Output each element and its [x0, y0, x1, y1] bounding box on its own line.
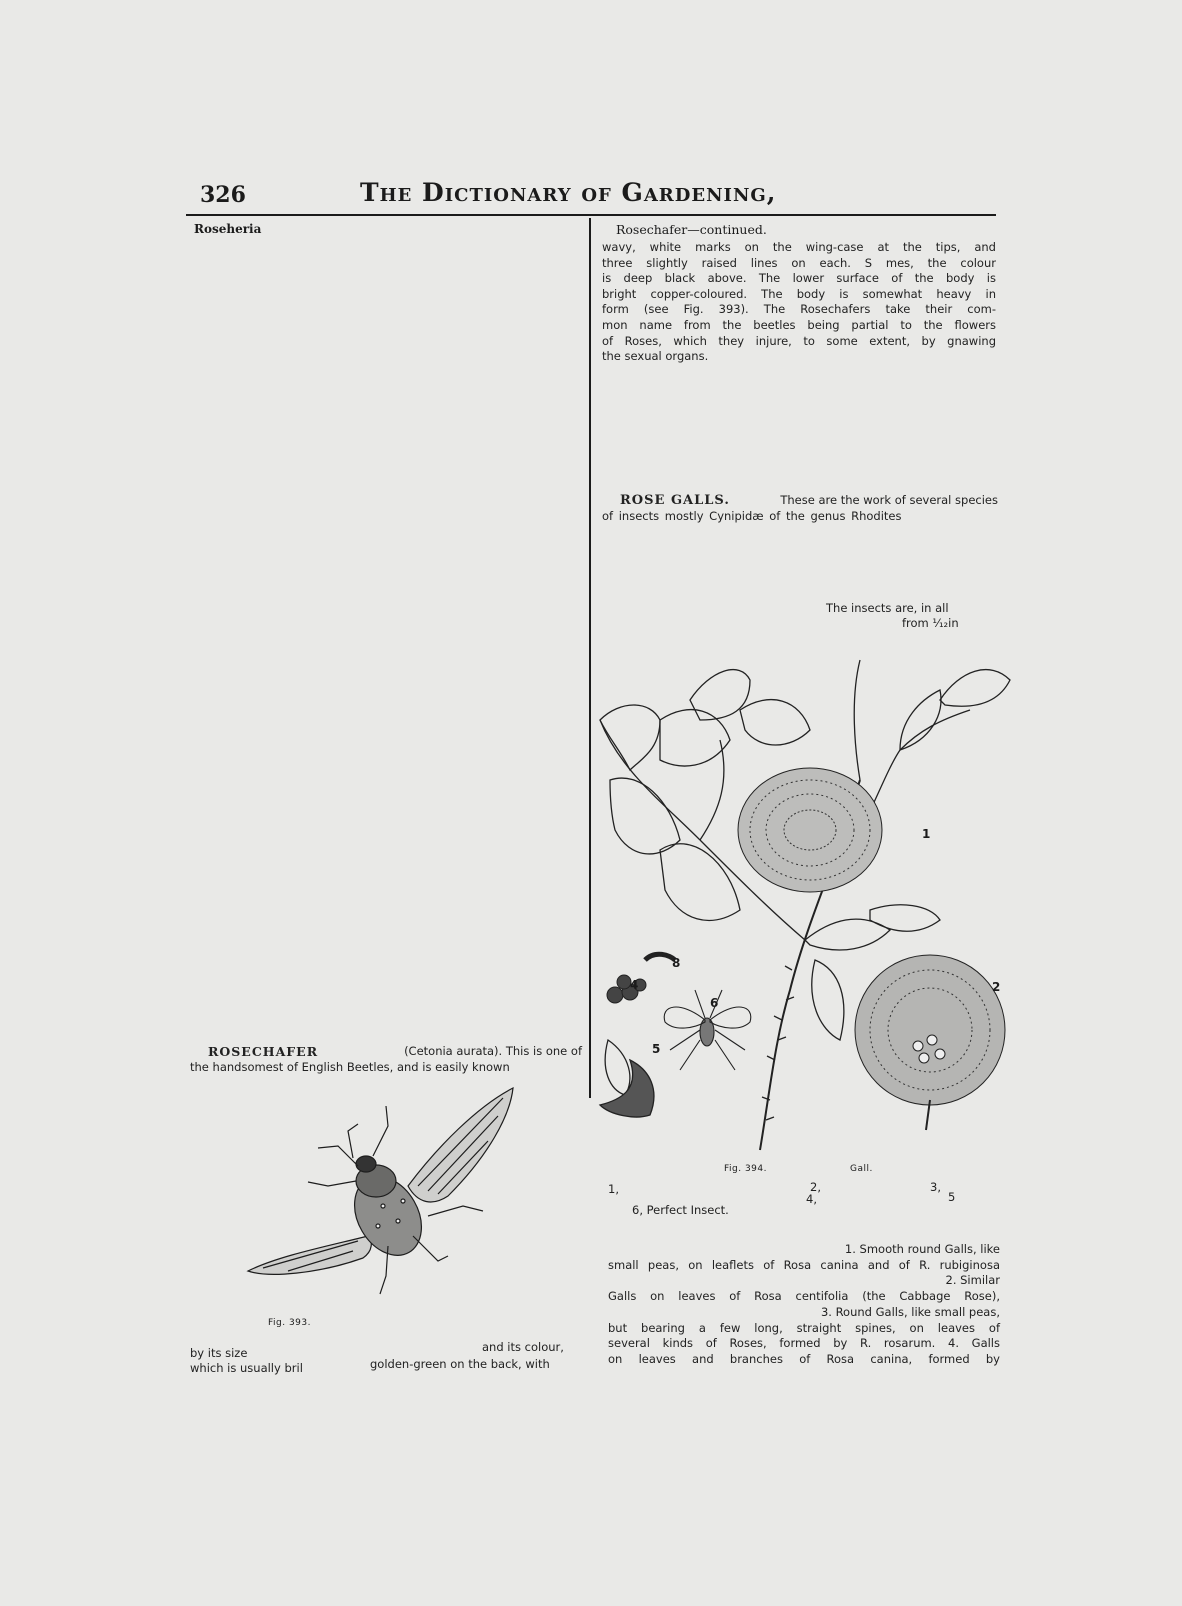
gall-4 — [607, 975, 646, 1003]
text-line: several kinds of Roses, formed by R. rosarum. 4. Galls — [608, 1336, 1000, 1351]
fig394-legend-5: 5 — [948, 1190, 956, 1204]
fig394-legend-6: 6, Perfect Insect. — [632, 1203, 729, 1217]
header-rule — [186, 214, 996, 216]
fig394-caption: Fig. 394. — [724, 1164, 767, 1174]
rosechafer-entry — [208, 1044, 582, 1060]
fig394-legend-2: 2, — [810, 1180, 821, 1194]
text-line: is deep black above. The lower surface of the body is — [602, 271, 996, 286]
fig394-legend-3: 3, — [930, 1180, 941, 1194]
gall-descriptions — [608, 1242, 1000, 1368]
fig393-caption: Fig. 393. — [268, 1318, 311, 1328]
rosechafer-bottom-l2: which is usually bril — [190, 1361, 303, 1375]
text-line: but bearing a few long, straight spines, on leaves of — [608, 1320, 1000, 1335]
text-line: bright copper-coloured. The body is somewhat heavy in — [602, 286, 996, 301]
running-head-right: Rosechafer—continued. — [616, 222, 767, 237]
rose-galls-heading: ROSE GALLS. — [620, 493, 730, 508]
text-line: 3. Round Galls, like small peas, — [820, 1304, 1000, 1319]
text-line: of Roses, which they injure, to some extent, by gnawing — [602, 333, 996, 348]
rose-gall-illustration — [600, 660, 1030, 1170]
rose-galls-note-2: from ¹⁄₁₂in — [902, 616, 959, 630]
rose-galls-entry — [620, 493, 998, 509]
fig394-label-4: 4 — [630, 978, 639, 992]
gall-1 — [738, 768, 882, 892]
larva-8 — [645, 954, 675, 960]
fig394-label-2: 2 — [992, 980, 1001, 994]
text-line: three slightly raised lines on each. S mes, the colour — [602, 255, 996, 270]
text-line: the sexual organs. — [602, 349, 709, 364]
rosechafer-line2: the handsomest of English Beetles, and is easily known — [190, 1060, 510, 1074]
rosechafer-continued-text — [602, 240, 996, 365]
text-line: mon name from the beetles being partial to the flowers — [602, 317, 996, 332]
rose-galls-line2: of insects mostly Cynipidæ of the genus Rhodites — [602, 509, 902, 523]
text-line: wavy, white marks on the wing-case at the tips, and — [602, 240, 996, 254]
fig394-legend-4: 4, — [806, 1192, 817, 1206]
rosechafer-heading: ROSECHAFER — [208, 1044, 319, 1059]
text-line: form (see Fig. 393). The Rosechafers take their com- — [602, 302, 996, 317]
insect-6 — [664, 990, 751, 1070]
fig394-label-6: 6 — [710, 996, 719, 1010]
text-line: 2. Similar — [945, 1273, 1000, 1288]
running-head-left: Roseheria — [194, 222, 262, 236]
text-line: small peas, on leaflets of Rosa canina and of R. rubiginosa — [608, 1257, 1000, 1272]
rosechafer-bottom-r2: golden-green on the back, with — [370, 1357, 550, 1371]
text-line: on leaves and branches of Rosa canina, formed by — [608, 1351, 1000, 1366]
column-divider — [589, 218, 591, 1098]
fig394-label-8: 8 — [672, 956, 681, 970]
gall-2 — [855, 955, 1005, 1130]
pupa-5 — [600, 1040, 654, 1117]
rosechafer-beetle-illustration — [248, 1086, 518, 1316]
text-line: Galls on leaves of Rosa centifolia (the Cabbage Rose), — [608, 1289, 1000, 1304]
text-line: 1. Smooth round Galls, like — [844, 1242, 1000, 1256]
rosechafer-bottom-l1: by its size — [190, 1346, 248, 1360]
fig394-label-5: 5 — [652, 1042, 661, 1056]
fig394-caption-gall: Gall. — [850, 1164, 873, 1174]
rosechafer-line1: (Cetonia aurata). This is one of — [404, 1044, 582, 1058]
fig394-legend-1: 1, — [608, 1182, 619, 1196]
rose-galls-note-1: The insects are, in all — [826, 601, 949, 615]
page-title: The Dictionary of Gardening, — [360, 178, 777, 207]
page-number: 326 — [200, 182, 246, 208]
fig394-label-1: 1 — [922, 827, 931, 841]
rosechafer-bottom-r1: and its colour, — [482, 1340, 564, 1354]
rose-galls-line1: These are the work of several species — [780, 493, 998, 507]
